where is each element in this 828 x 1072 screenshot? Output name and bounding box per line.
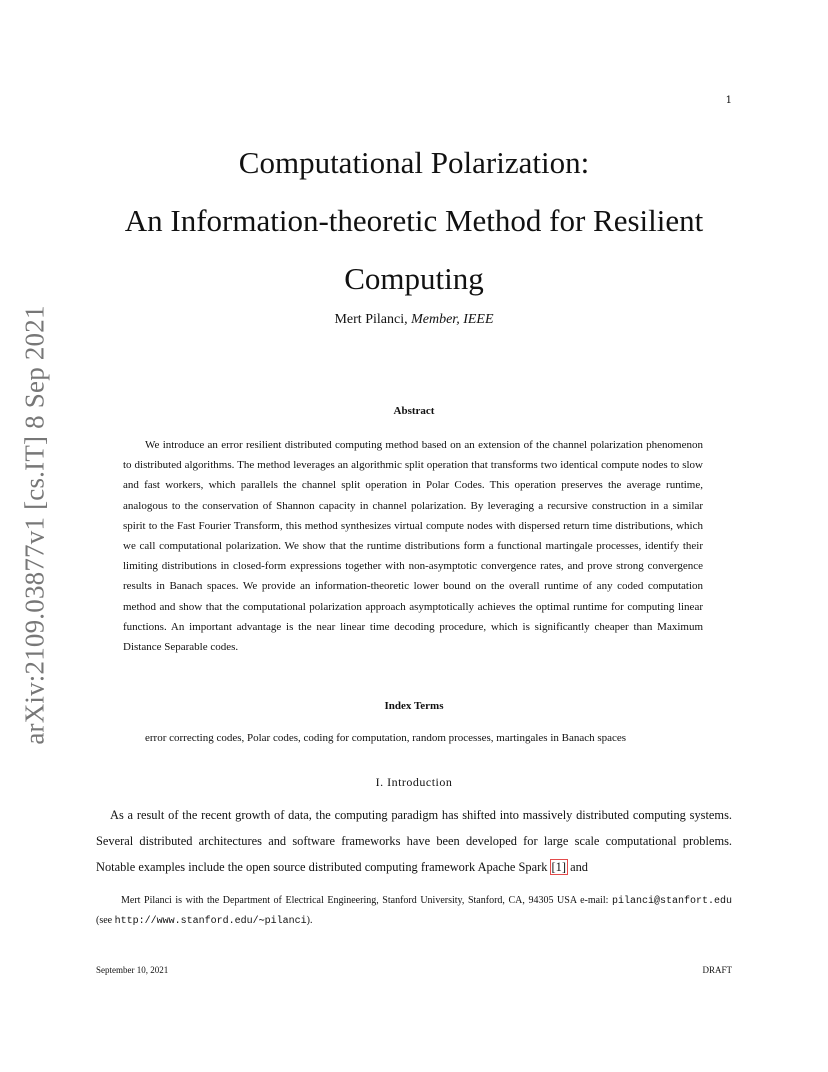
author-affiliation: Member, IEEE: [411, 312, 494, 327]
citation-link[interactable]: [1]: [551, 860, 566, 874]
author-footnote: [96, 891, 732, 931]
title-line-1: Computational Polarization:: [238, 145, 590, 180]
title-line-2: An Information-theoretic Method for Resilient: [124, 203, 704, 238]
author-line: [96, 310, 732, 330]
section-heading-introduction: I. Introduction: [375, 775, 453, 789]
arxiv-identifier[interactable]: arXiv:2109.03877v1 [cs.IT] 8 Sep 2021: [19, 305, 50, 745]
footnote-see: (see: [96, 915, 115, 926]
footnote-text: Mert Pilanci is with the Department of Electrical Engineering, Stanford University, Stanford, CA, 94305 USA e-mail:: [121, 895, 612, 906]
author-name: Mert Pilanci,: [334, 312, 408, 327]
abstract-body: We introduce an error resilient distributed computing method based on an extension of the channel polarization phenomenon to distributed algorithms. The method leverages an algorithmic split operation that transforms two identical compute nodes to slow and fast workers, which parallels the channel split operation in Polar Codes. This operation preserves the average runtime, analogous to the conservation of Shannon capacity in channel polarization. By leveraging a recursive construction in a similar spirit to the Fast Fourier Transform, this method synthesizes virtual compute nodes with dispersed return time distributions, which we call computational polarization. We show that the runtime distributions form a functional martingale processes, identify their limiting distributions in closed-form expressions together with non-asymptotic convergence rates, and prove strong convergence results in Banach spaces. We provide an information-theoretic lower bound on the overall runtime of any coded computation method and show that the computational polarization approach asymptotically achieves the optimal runtime for computing linear functions. An important advantage is the near linear time decoding procedure, which is significantly cheaper than Maximum Distance Separable codes.: [123, 439, 703, 654]
footnote-end: ).: [306, 915, 313, 926]
title-line-3: Computing: [344, 261, 484, 296]
index-terms-body: error correcting codes, Polar codes, coding for computation, random processes, martingales in Banach spaces: [145, 732, 627, 744]
introduction-body: [96, 802, 732, 880]
abstract-heading: Abstract: [393, 405, 435, 417]
introduction-text-end: and: [567, 860, 588, 874]
paper-title: [96, 134, 732, 308]
footer-draft-label: DRAFT: [702, 965, 732, 975]
footer-date: September 10, 2021: [96, 965, 169, 975]
footnote-url[interactable]: http://www.stanford.edu/∼pilanci: [114, 916, 307, 927]
page-number: 1: [725, 95, 732, 106]
index-terms-heading: Index Terms: [384, 700, 444, 712]
introduction-text: As a result of the recent growth of data, the computing paradigm has shifted into massively distributed computing systems. Several distributed architectures and software frameworks have been developed for large scale computational problems. Notable examples include the open source distributed computing framework Apache Spark: [96, 808, 732, 874]
arxiv-side-stamp: [14, 300, 56, 750]
footnote-email[interactable]: pilanci@stanfort.edu: [611, 896, 732, 907]
